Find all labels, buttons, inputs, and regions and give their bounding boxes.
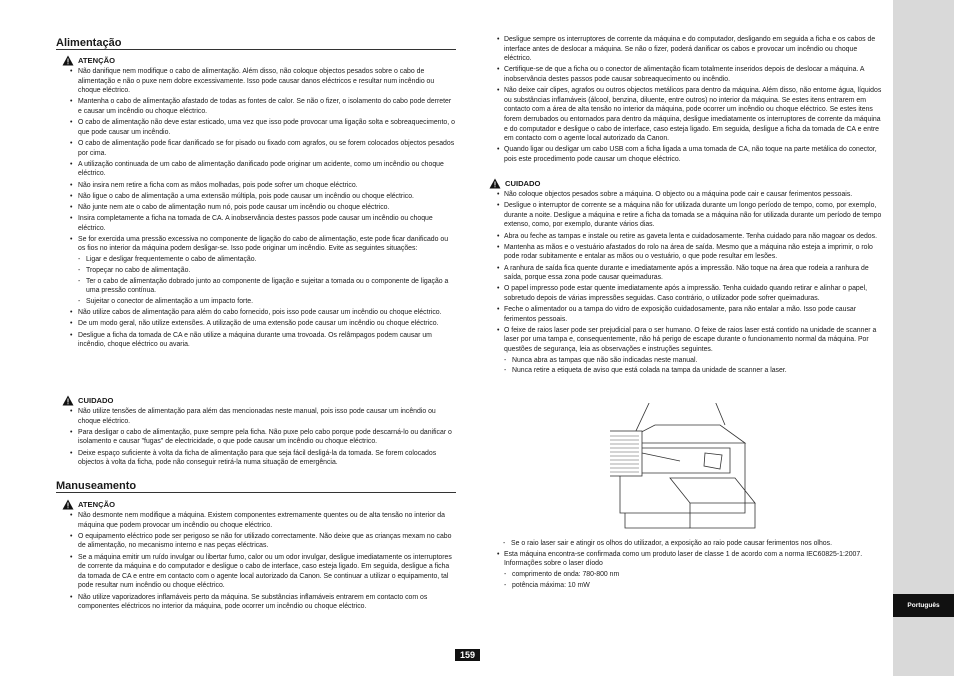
sub-item: - potência máxima: 10 mW (504, 581, 882, 591)
list-item: • Certifique-se de que a ficha ou o conector de alimentação ficam totalmente inseridos depois de deslocar a máquina. A inobservância destes passos pode causar sobreaquecimento ou incêndio. (497, 65, 882, 84)
warning-label: ATENÇÃO (78, 56, 115, 65)
list-item: • Não utilize cabos de alimentação para além do cabo fornecido, pois isso pode causar um incêndio ou choque eléctrico. (56, 308, 456, 318)
language-tab[interactable]: Português (893, 594, 954, 617)
list-item: • A ranhura de saída fica quente durante e imediatamente após a impressão. Não toque na área que rodeia a ranhura de saída, porque essa zona pode causar queimaduras. (497, 264, 882, 283)
caution-label: CUIDADO (505, 179, 541, 188)
sub-list (504, 570, 882, 590)
laser-warning-label (610, 431, 680, 476)
list-item: • Não utilize tensões de alimentação para além das mencionadas neste manual, pois isso pode causar um incêndio ou choque eléctrico. (56, 407, 456, 426)
sub-item: - Ter o cabo de alimentação dobrado junto ao componente de ligação e sujeitar a tomada ou o componente de ligação a uma pressão contínua. (78, 277, 456, 296)
list-item: • Abra ou feche as tampas e instale ou retire as gaveta lenta e cuidadosamente. Tenha cuidado para não magoar os dedos. (497, 232, 882, 242)
list-item: • A utilização continuada de um cabo de alimentação danificado pode originar um acidente, como um incêndio ou choque eléctrico. (56, 160, 456, 179)
warning-list (56, 511, 456, 612)
list-item: • Desligue a ficha da tomada de CA e não utilize a máquina durante uma trovoada. Os relâmpagos podem causar um incêndio, choque eléctrico ou avaria. (56, 331, 456, 350)
warning-header (62, 54, 456, 67)
caution-header (62, 394, 456, 407)
caution-header (489, 177, 882, 190)
warning-triangle-icon (62, 499, 74, 510)
language-sidebar (893, 0, 954, 676)
list-item (497, 326, 882, 376)
warning-triangle-icon (489, 178, 501, 189)
list-item: • Se a máquina emitir um ruído invulgar ou libertar fumo, calor ou um odor invulgar, desligue imediatamente os interruptores de corrente da máquina e do computador e desligue o cabo de interface, caso esteja ligado. Em seguida, desligue a ficha da tomada de CA e entre em contacto com o agente local autorizado da Canon. Se continuar a utilizar o equipamento, tal pode resultar num incêndio ou choque eléctrico. (56, 553, 456, 591)
list-item: • Deixe espaço suficiente à volta da ficha de alimentação para que seja fácil desligá-la da tomada. Se forem colocados objectos à volta da ficha, pode não conseguir retirá-la numa situação de emergência. (56, 449, 456, 468)
warning-header (62, 498, 456, 511)
section-title-manuseamento: Manuseamento (56, 481, 456, 493)
sub-item: - Se o raio laser sair e atingir os olhos do utilizador, a exposição ao raio pode causar ferimentos nos olhos. (503, 539, 882, 549)
caution-list (497, 190, 882, 376)
list-item: • Não utilize vaporizadores inflamáveis perto da máquina. Se substâncias inflamáveis entrarem em contacto com os componentes eléctricos no interior da máquina, pode ocorrer um incêndio ou choque eléctrico. (56, 593, 456, 612)
sub-item: - Nunca abra as tampas que não são indicadas neste manual. (504, 356, 882, 366)
list-item: • Mantenha as mãos e o vestuário afastados do rolo na área de saída. Mesmo que a máquina não esteja a imprimir, o rolo pode rodar subitamente e entalar as mãos ou o vestuário, o que pode resultar em lesões. (497, 243, 882, 262)
sub-item: - comprimento de onda: 780-800 nm (504, 570, 882, 580)
section-title-alimentacao: Alimentação (56, 38, 456, 50)
list-item (497, 550, 882, 591)
sub-item: - Nunca retire a etiqueta de aviso que está colada na tampa da unidade de scanner a laser. (504, 366, 882, 376)
list-item-text: Esta máquina encontra-se confirmada como um produto laser de classe 1 de acordo com a norma IEC60825-1:2007. (504, 550, 863, 558)
list-item: • Não coloque objectos pesados sobre a máquina. O objecto ou a máquina pode cair e causar ferimentos pessoais. (497, 190, 882, 200)
list-item: • Para desligar o cabo de alimentação, puxe sempre pela ficha. Não puxe pelo cabo porque pode descarná-lo ou danificar o isolamento e causar "fugas" de electricidade, o que pode causar um incêndio ou choque eléctrico. (56, 428, 456, 447)
list-item-text: Se for exercida uma pressão excessiva no componente de ligação do cabo de alimentação, este pode ficar danificado ou os fios no interior da máquina podem desligar-se. Isso pode originar um incêndio. Evite as seguintes situações: (78, 235, 449, 253)
list-item: • Insira completamente a ficha na tomada de CA. A inobservância destes passos pode causar um incêndio ou choque eléctrico. (56, 214, 456, 233)
list-item: • O papel impresso pode estar quente imediatamente após a impressão. Tenha cuidado quando retirar e alinhar o papel, sobretudo depois de várias impressões seguidas. Caso contrário, o utilizador pode sofrer queimaduras. (497, 284, 882, 303)
printer-illustration (610, 403, 760, 538)
laser-list (497, 550, 882, 591)
list-item: • Não ligue o cabo de alimentação a uma extensão múltipla, pois pode causar um incêndio ou choque eléctrico. (56, 192, 456, 202)
handling-list (497, 35, 882, 165)
list-item: • Mantenha o cabo de alimentação afastado de todas as fontes de calor. Se não o fizer, o isolamento do cabo pode derreter e causar um incêndio ou choque eléctrico. (56, 97, 456, 116)
sub-item: - Tropeçar no cabo de alimentação. (78, 266, 456, 276)
manuseamento-warning-block (56, 498, 456, 613)
caution-list (56, 407, 456, 468)
warning-triangle-icon (62, 55, 74, 66)
warning-label: ATENÇÃO (78, 500, 115, 509)
list-item: • O equipamento eléctrico pode ser perigoso se não for utilizado correctamente. Não deixe que as crianças mexam no cabo de alimentação, no mecanismo interno e nas peças eléctricas. (56, 532, 456, 551)
alimentacao-caution-block (56, 394, 456, 469)
laser-info-label: Informações sobre o laser díodo (504, 560, 603, 568)
page-number: 159 (455, 649, 480, 661)
list-item: • Não deixe cair clipes, agrafos ou outros objectos metálicos para dentro da máquina. Além disso, não entorne água, líquidos ou substâncias inflamáveis (álcool, benzina, diluente, entre outros) no interior da máquina. Se estes itens entrarem em contacto com a área de alta tensão no interior da máquina, pode ocorrer um incêndio ou choque eléctrico. Se estes itens forem derrubados ou entornados para dentro da máquina, desligue imediatamente os interruptores de corrente da máquina e do computador e desligue o cabo de interface, caso esteja ligado. Em seguida, desligue a ficha da tomada de CA e entre em contacto com o agente local autorizado da Canon. (497, 86, 882, 144)
list-item: • Não junte nem ate o cabo de alimentação num nó, pois pode causar um incêndio ou choque eléctrico. (56, 203, 456, 213)
sub-list (504, 356, 882, 376)
list-item: • Não desmonte nem modifique a máquina. Existem componentes extremamente quentes ou de alta tensão no interior da máquina que podem provocar um incêndio ou choque eléctrico. (56, 511, 456, 530)
laser-sub-list (503, 539, 882, 549)
caution-label: CUIDADO (78, 396, 114, 405)
laser-info-block (497, 538, 882, 592)
list-item: • Quando ligar ou desligar um cabo USB com a ficha ligada a uma tomada de CA, não toque na parte metálica do conector, pois este procedimento pode causar um choque eléctrico. (497, 145, 882, 164)
handling-caution-block (497, 177, 882, 378)
list-item: • De um modo geral, não utilize extensões. A utilização de uma extensão pode causar um incêndio ou choque eléctrico. (56, 319, 456, 329)
list-item: • O cabo de alimentação não deve estar esticado, uma vez que isso pode provocar uma ligação solta e sobreaquecimento, o que pode causar um incêndio. (56, 118, 456, 137)
list-item: • O cabo de alimentação pode ficar danificado se for pisado ou fixado com agrafos, ou se forem colocados objectos pesados por cima. (56, 139, 456, 158)
warning-triangle-icon (62, 395, 74, 406)
list-item: • Feche o alimentador ou a tampa do vidro de exposição cuidadosamente, para não entalar a mão. Isso pode causar ferimentos pessoais. (497, 305, 882, 324)
list-item: • Não danifique nem modifique o cabo de alimentação. Além disso, não coloque objectos pesados sobre o cabo de alimentação e não o puxe nem dobre excessivamente. Isso pode causar danos eléctricos e resultar num incêndio ou choque eléctrico. (56, 67, 456, 96)
warning-list (56, 67, 456, 350)
alimentacao-warning-block (56, 54, 456, 351)
list-item-text: O feixe de raios laser pode ser prejudicial para o ser humano. O feixe de raios laser está contido na unidade de scanner a laser por uma tampa e, consequentemente, não há perigo de escape durante o funcionamento normal da máquina. Por questões de segurança, leia as observações e instruções seguintes. (504, 326, 877, 354)
list-item (56, 235, 456, 307)
list-item: • Desligue o interruptor de corrente se a máquina não for utilizada durante um longo período de tempo, como, por exemplo, durante a noite. Desligue a máquina e retire a ficha da tomada se a máquina não for utilizada durante um período de tempo extenso, como, por exemplo, durante vários dias. (497, 201, 882, 230)
sub-item: - Sujeitar o conector de alimentação a um impacto forte. (78, 297, 456, 307)
sub-item: - Ligar e desligar frequentemente o cabo de alimentação. (78, 255, 456, 265)
sub-list (78, 255, 456, 307)
list-item: • Não insira nem retire a ficha com as mãos molhadas, pois pode sofrer um choque eléctrico. (56, 181, 456, 191)
handling-top-block (497, 35, 882, 166)
list-item: • Desligue sempre os interruptores de corrente da máquina e do computador, desligando em seguida a ficha e os cabos de interface antes de deslocar a máquina. Se não o fizer, poderá danificar os cabos e provocar um incêndio ou choque eléctrico. (497, 35, 882, 64)
